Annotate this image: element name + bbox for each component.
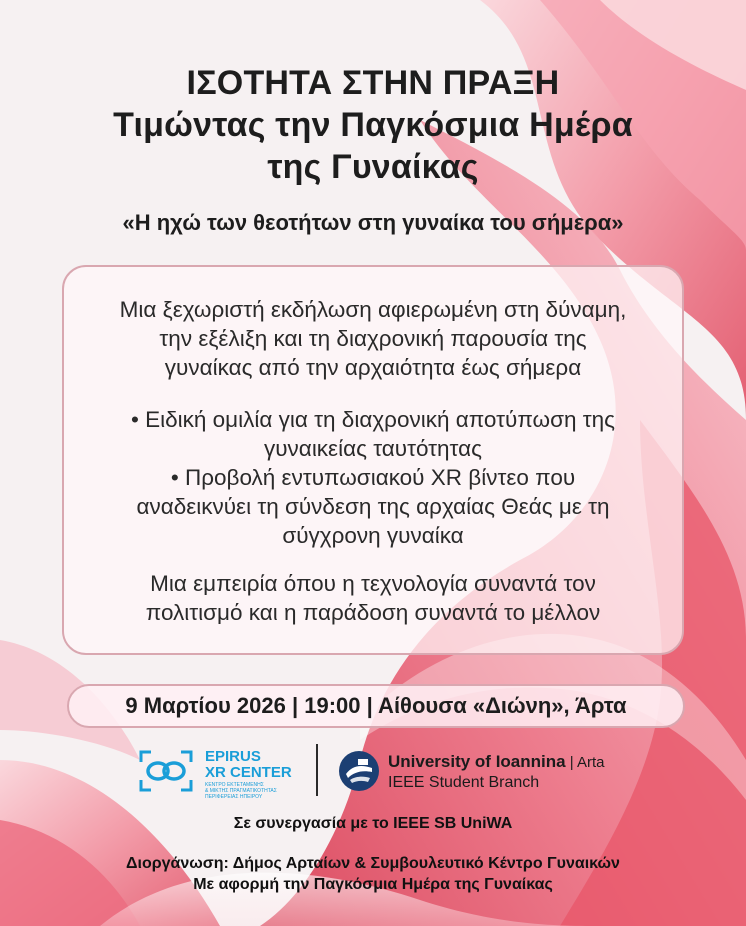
epirus-xr-center-logo [137, 746, 307, 802]
closing-line: πολιτισμό και η παράδοση συναντά το μέλλον [145, 600, 601, 625]
intro-line: Μια ξεχωριστή εκδήλωση αφιερωμένη στη δύναμη, [119, 297, 627, 322]
bullet-line: • Ειδική ομιλία για τη διαχρονική αποτύπωση της [130, 407, 615, 432]
organizer-line-1: Διοργάνωση: Δήμος Αρταίων & Συμβουλευτικό Κέντρο Γυναικών [126, 855, 620, 872]
university-of-ioannina-logo [338, 750, 658, 794]
epirus-line-2: XR CENTER [205, 764, 292, 781]
university-emblem-icon [338, 750, 380, 792]
vr-headset-icon [137, 748, 195, 794]
bullet-line: • Προβολή εντυπωσιακού XR βίντεο που [170, 465, 576, 490]
page-title [0, 62, 746, 188]
description-card [62, 265, 684, 655]
closing-line: Μια εμπειρία όπου η τεχνολογία συναντά τον [150, 571, 596, 596]
partnership-note: Σε συνεργασία με το IEEE SB UniWA [233, 815, 513, 832]
title-line-1: ΙΣΟΤΗΤΑ ΣΤΗΝ ΠΡΑΞΗ [186, 64, 560, 102]
intro-paragraph [64, 295, 682, 382]
intro-line: την εξέλιξη και τη διαχρονική παρουσία της [159, 326, 587, 351]
closing-paragraph [64, 569, 682, 627]
epirus-desc-line: & ΜΙΚΤΗΣ ΠΡΑΓΜΑΤΙΚΟΤΗΤΑΣ [205, 788, 277, 794]
event-details-badge [67, 684, 685, 728]
logo-row [0, 742, 746, 802]
title-line-2: Τιμώντας την Παγκόσμια Ημέρα [113, 106, 633, 144]
ieee-branch-label: IEEE Student Branch [388, 774, 540, 791]
epirus-name [205, 749, 292, 781]
university-name [388, 752, 605, 772]
organizer-line-2: Με αφορμή την Παγκόσμια Ημέρα της Γυναίκας [193, 876, 553, 893]
epirus-desc-line: ΚΕΝΤΡΟ ΕΚΤΕΤΑΜΕΝΗΣ [205, 782, 264, 788]
event-subtitle: «Η ηχώ των θεοτήτων στη γυναίκα του σήμερα» [122, 210, 624, 235]
epirus-line-1: EPIRUS [205, 748, 261, 765]
university-name-text: University of Ioannina [388, 752, 566, 771]
event-details-text: 9 Μαρτίου 2026 | 19:00 | Αίθουσα «Διώνη», Άρτα [125, 693, 627, 718]
bullet-list [64, 405, 682, 550]
bullet-line: σύγχρονη γυναίκα [282, 523, 464, 548]
organizer-note [0, 853, 746, 895]
bullet-line: αναδεικνύει τη σύνδεση της αρχαίας Θεάς με τη [136, 494, 610, 519]
title-line-3: της Γυναίκας [267, 148, 479, 186]
university-campus: | Arta [565, 754, 605, 771]
logo-divider [316, 744, 318, 796]
intro-line: γυναίκας από την αρχαιότητα έως σήμερα [164, 355, 582, 380]
epirus-desc-line: ΠΕΡΙΦΕΡΕΙΑΣ ΗΠΕΙΡΟΥ [205, 794, 263, 800]
epirus-description [205, 782, 317, 800]
bullet-line: γυναικείας ταυτότητας [264, 436, 482, 461]
